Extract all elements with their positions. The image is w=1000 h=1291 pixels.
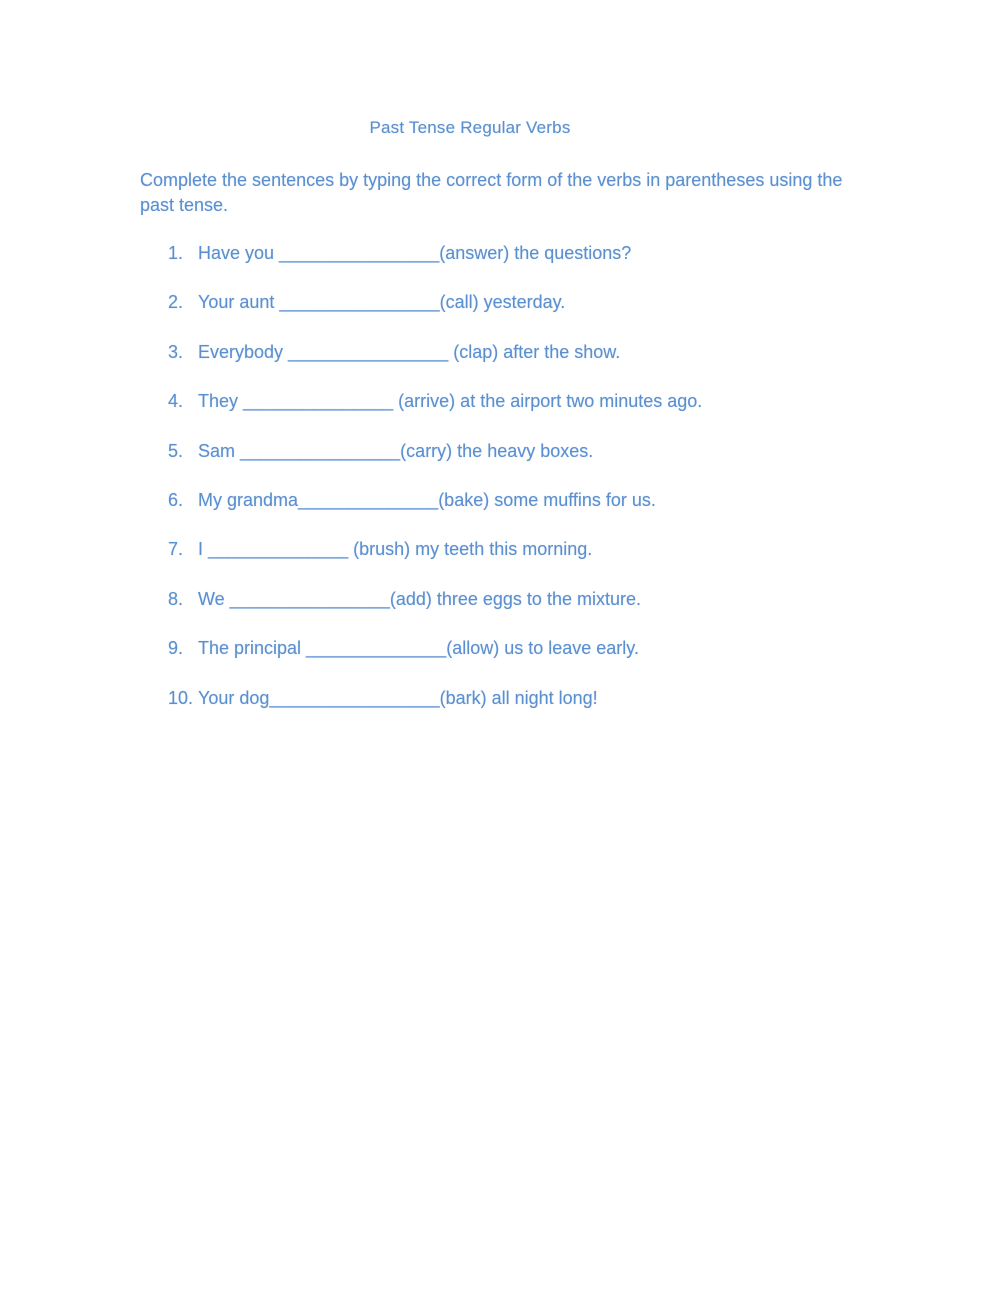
exercise-item-1 <box>0 240 1000 289</box>
item-number: 7. <box>168 539 184 560</box>
exercise-item-2 <box>0 289 1000 338</box>
item-number: 9. <box>168 638 184 659</box>
item-number: 4. <box>168 391 184 412</box>
item-number: 2. <box>168 292 184 313</box>
item-sentence[interactable]: My grandma______________(bake) some muffins for us. <box>198 489 656 510</box>
item-sentence[interactable]: Your aunt ________________(call) yesterday. <box>198 292 566 313</box>
instructions: Complete the sentences by typing the correct form of the verbs in parentheses using the past tense. <box>140 170 843 215</box>
item-number: 6. <box>168 489 184 510</box>
item-sentence[interactable]: We ________________(add) three eggs to the mixture. <box>198 588 641 609</box>
item-sentence[interactable]: I ______________ (brush) my teeth this morning. <box>198 539 593 560</box>
exercise-item-8 <box>0 586 1000 635</box>
item-number: 8. <box>168 588 184 609</box>
exercise-item-6 <box>0 487 1000 536</box>
item-sentence[interactable]: Have you ________________(answer) the questions? <box>198 243 632 263</box>
page-title: Past Tense Regular Verbs <box>369 118 571 137</box>
item-sentence[interactable]: Everybody ________________ (clap) after the show. <box>198 341 621 362</box>
item-sentence[interactable]: Sam ________________(carry) the heavy boxes. <box>198 440 594 461</box>
item-sentence[interactable]: The principal ______________(allow) us to leave early. <box>198 638 639 659</box>
item-sentence[interactable]: Your dog_________________(bark) all night long! <box>198 687 598 708</box>
item-number: 1. <box>168 243 184 263</box>
exercise-item-4 <box>0 388 1000 437</box>
exercise-item-10 <box>0 685 1000 734</box>
item-sentence[interactable]: They _______________ (arrive) at the airport two minutes ago. <box>198 391 703 412</box>
exercise-list <box>0 240 1000 734</box>
item-number: 5. <box>168 440 184 461</box>
exercise-item-9 <box>0 635 1000 684</box>
exercise-item-5 <box>0 438 1000 487</box>
item-number: 3. <box>168 341 184 362</box>
exercise-item-7 <box>0 536 1000 585</box>
exercise-item-3 <box>0 339 1000 388</box>
item-number: 10. <box>168 687 194 708</box>
